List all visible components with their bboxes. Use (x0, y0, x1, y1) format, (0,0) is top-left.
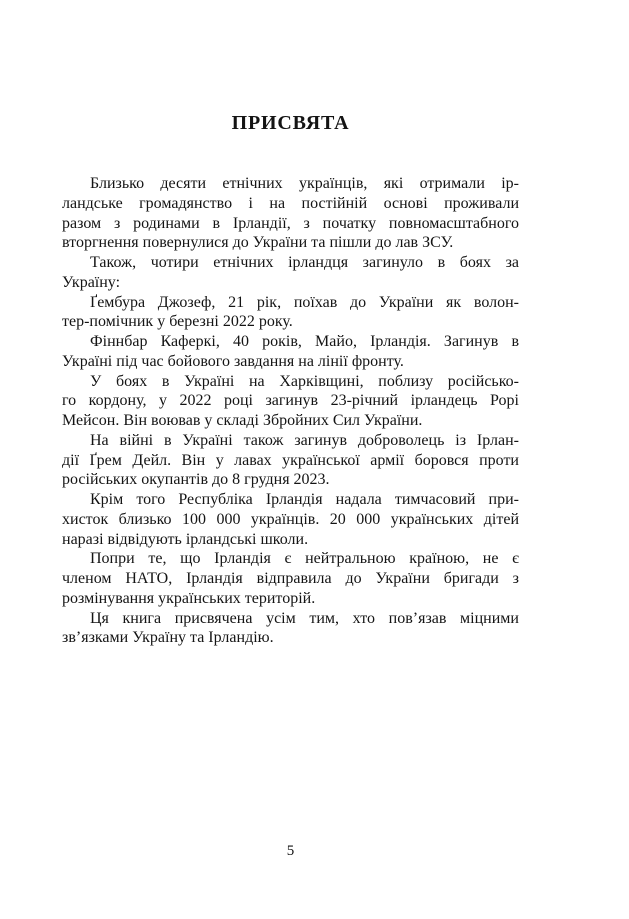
text-line: російських окупантів до 8 грудня 2023. (62, 471, 330, 489)
dedication-body (62, 174, 519, 648)
text-line: Крім того Республіка Ірландія надала тимчасовий при- (90, 491, 519, 508)
text-line: наразі відвідують ірландські школи. (62, 530, 309, 548)
paragraph (62, 609, 519, 649)
text-line: вторгнення повернулися до України та пішли до лав ЗСУ. (62, 234, 454, 252)
text-line: зв’язками Україну та Ірландію. (62, 629, 274, 647)
paragraph (62, 490, 519, 549)
text-line: Ґембура Джозеф, 21 рік, поїхав до України як волон- (90, 293, 519, 311)
paragraph (62, 332, 519, 372)
text-line: розмінування українських територій. (62, 589, 316, 607)
text-line: У боях в Україні на Харківщині, поблизу російсько- (90, 372, 519, 390)
page-number: 5 (286, 843, 295, 859)
paragraph (62, 253, 519, 293)
paragraph (62, 174, 519, 253)
text-line: разом з родинами в Ірландії, з початку повномасштабного (62, 214, 519, 232)
paragraph (62, 549, 519, 608)
text-line: Фіннбар Каферкі, 40 років, Майо, Ірландія. Загинув в (90, 333, 519, 350)
text-line: Також, чотири етнічних ірландця загинуло в боях за (90, 254, 519, 271)
text-line: Близько десяти етнічних українців, які отримали ір- (90, 175, 519, 192)
paragraph (62, 431, 519, 490)
text-line: ландське громадянство і на постійній основі проживали (62, 194, 519, 212)
text-line: Україні під час бойового завдання на лінії фронту. (62, 352, 404, 370)
text-line: На війні в Україні також загинув доброволець із Ірлан- (90, 431, 519, 449)
text-line: дії Ґрем Дейл. Він у лавах української армії боровся проти (62, 451, 519, 469)
text-line: хисток близько 100 000 українців. 20 000 українських дітей (62, 510, 519, 528)
text-line: Ця книга присвячена усім тим, хто пов’язав міцними (90, 609, 519, 627)
text-line: Україну: (62, 273, 121, 291)
text-line: тер-помічник у березні 2022 року. (62, 313, 293, 331)
page-title: ПРИСВЯТА (231, 112, 350, 134)
paragraph (62, 293, 519, 333)
text-line: Мейсон. Він воював у складі Збройних Сил України. (62, 412, 423, 429)
paragraph (62, 372, 519, 431)
text-line: членом НАТО, Ірландія відправила до України бригади з (62, 570, 519, 587)
text-line: го кордону, у 2022 році загинув 23-річний ірландець Рорі (62, 392, 519, 410)
text-line: Попри те, що Ірландія є нейтральною країною, не є (90, 550, 519, 568)
